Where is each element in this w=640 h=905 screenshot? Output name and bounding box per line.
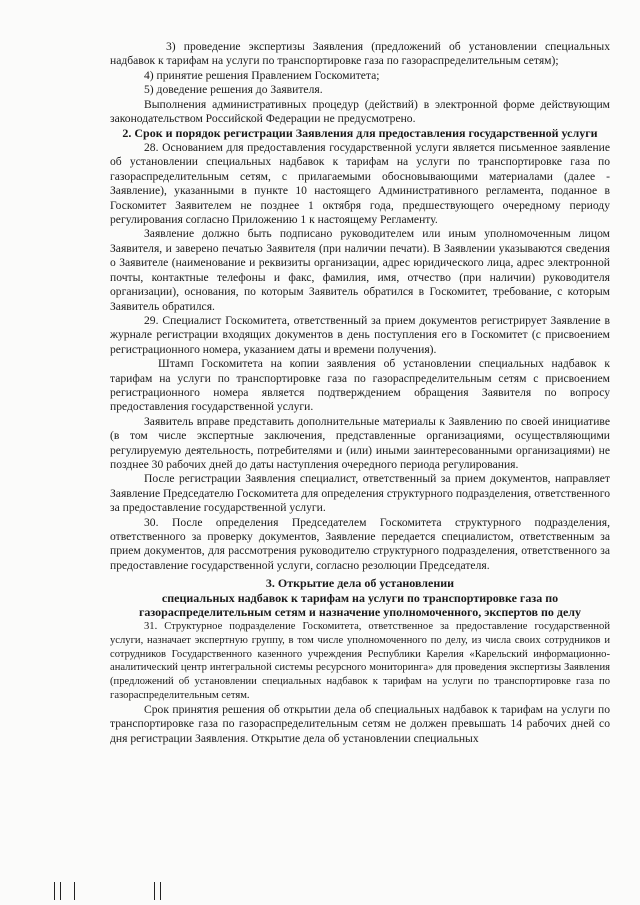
paragraph-procedure-3: 3) проведение экспертизы Заявления (предложений об установлении специальных надбавок к тарифам на услуги по транспортировке газа по газораспределительным сетям); [110, 40, 610, 68]
paragraph-30: 30. После определения Председателем Госкомитета структурного подразделения, ответственного за проверку документов, Заявление передается специалистом, ответственным за прием документов, для рассмотрения руководителю структурного подразделения, ответственного за предоставление государственной услуги, согласно резолюции Председателя. [110, 515, 610, 572]
section-2-heading: 2. Срок и порядок регистрации Заявления для предоставления государственной услуги [122, 126, 598, 141]
paragraph-additional-materials: Заявитель вправе представить дополнительные материалы к Заявлению по своей инициативе (в том числе экспертные заключения, представленные организациями, осуществляющими регулируемую деятельность, потребителями и (или) иными заинтересованными организациями) не позднее 30 рабочих дней до даты наступления очередного периода регулирования. [110, 414, 610, 471]
document-body [110, 40, 610, 746]
paragraph-after-registration: После регистрации Заявления специалист, ответственный за прием документов, направляет Заявление Председателю Госкомитета для определения структурного подразделения, ответственного за предоставление государственной услуги. [110, 472, 610, 515]
scan-marks [54, 882, 194, 902]
paragraph-electronic-form: Выполнения административных процедур (действий) в электронной форме действующим законодательством Российской Федерации не предусмотрено. [110, 97, 610, 126]
paragraph-application-signature: Заявление должно быть подписано руководителем или иным уполномоченным лицом Заявителя, и заверено печатью Заявителя (при наличии печати). В Заявлении указываются сведения о Заявителе (наименование и реквизиты организации, адрес юридического лица, адрес электронной почты, контактные телефоны и факс, фамилия, имя, отчество (при наличии) руководителя организации), основания, по которым Заявитель обратился в Госкомитет, требование, с которым Заявитель обратился. [110, 227, 610, 313]
section-3-heading-line2: специальных надбавок к тарифам на услуги по транспортировке газа по газораспределительным сетям и назначение уполномоченного, экспертов по делу [138, 590, 582, 620]
paragraph-procedure-4: 4) принятие решения Правлением Госкомитета; [144, 68, 380, 82]
paragraph-31: 31. Структурное подразделение Госкомитета, ответственное за предоставление государственной услуги, назначает экспертную группу, в том числе уполномоченного по делу, из числа своих сотрудников и сотрудников Государственного казенного учреждения Республики Карелия «Карельский информационно-аналитический центр интегральной системы ресурсного мониторинга» для проведения экспертизы Заявления (предложений об установлении специальных надбавок к тарифам на услуги по транспортировке газа по газораспределительным сетям. [110, 621, 610, 701]
paragraph-stamp: Штамп Госкомитета на копии заявления об установлении специальных надбавок к тарифам на услуги по транспортировке газа по газораспределительным сетям с присвоением регистрационного номера является подтверждением обращения Заявителя по вопросу предоставления государственной услуги. [110, 357, 610, 414]
paragraph-29: 29. Специалист Госкомитета, ответственный за прием документов регистрирует Заявление в журнале регистрации входящих документов в день поступления его в Госкомитет (с присвоением регистрационного номера, указанием даты и времени получения). [110, 313, 610, 356]
section-3-heading-line1: 3. Открытие дела об установлении [265, 576, 455, 591]
paragraph-procedure-5: 5) доведение решения до Заявителя. [144, 83, 323, 97]
paragraph-decision-deadline: Срок принятия решения об открытии дела об специальных надбавок к тарифам на услуги по транспортировке газа по газораспределительным сетям не должен превышать 14 рабочих дней со дня регистрации Заявления. Открытие дела об установлении специальных [110, 702, 610, 745]
paragraph-28: 28. Основанием для предоставления государственной услуги является письменное заявление об установлении специальных надбавок к тарифам на услуги по транспортировке газа по газораспределительным сетям, с прилагаемыми обосновывающими материалами (далее - Заявление), указанными в пункте 10 настоящего Административного регламента, поданное в Госкомитет Заявителем не позднее 1 октября года, предшествующего очередному периоду регулирования согласно Приложению 1 к настоящему Регламенту. [110, 141, 610, 227]
